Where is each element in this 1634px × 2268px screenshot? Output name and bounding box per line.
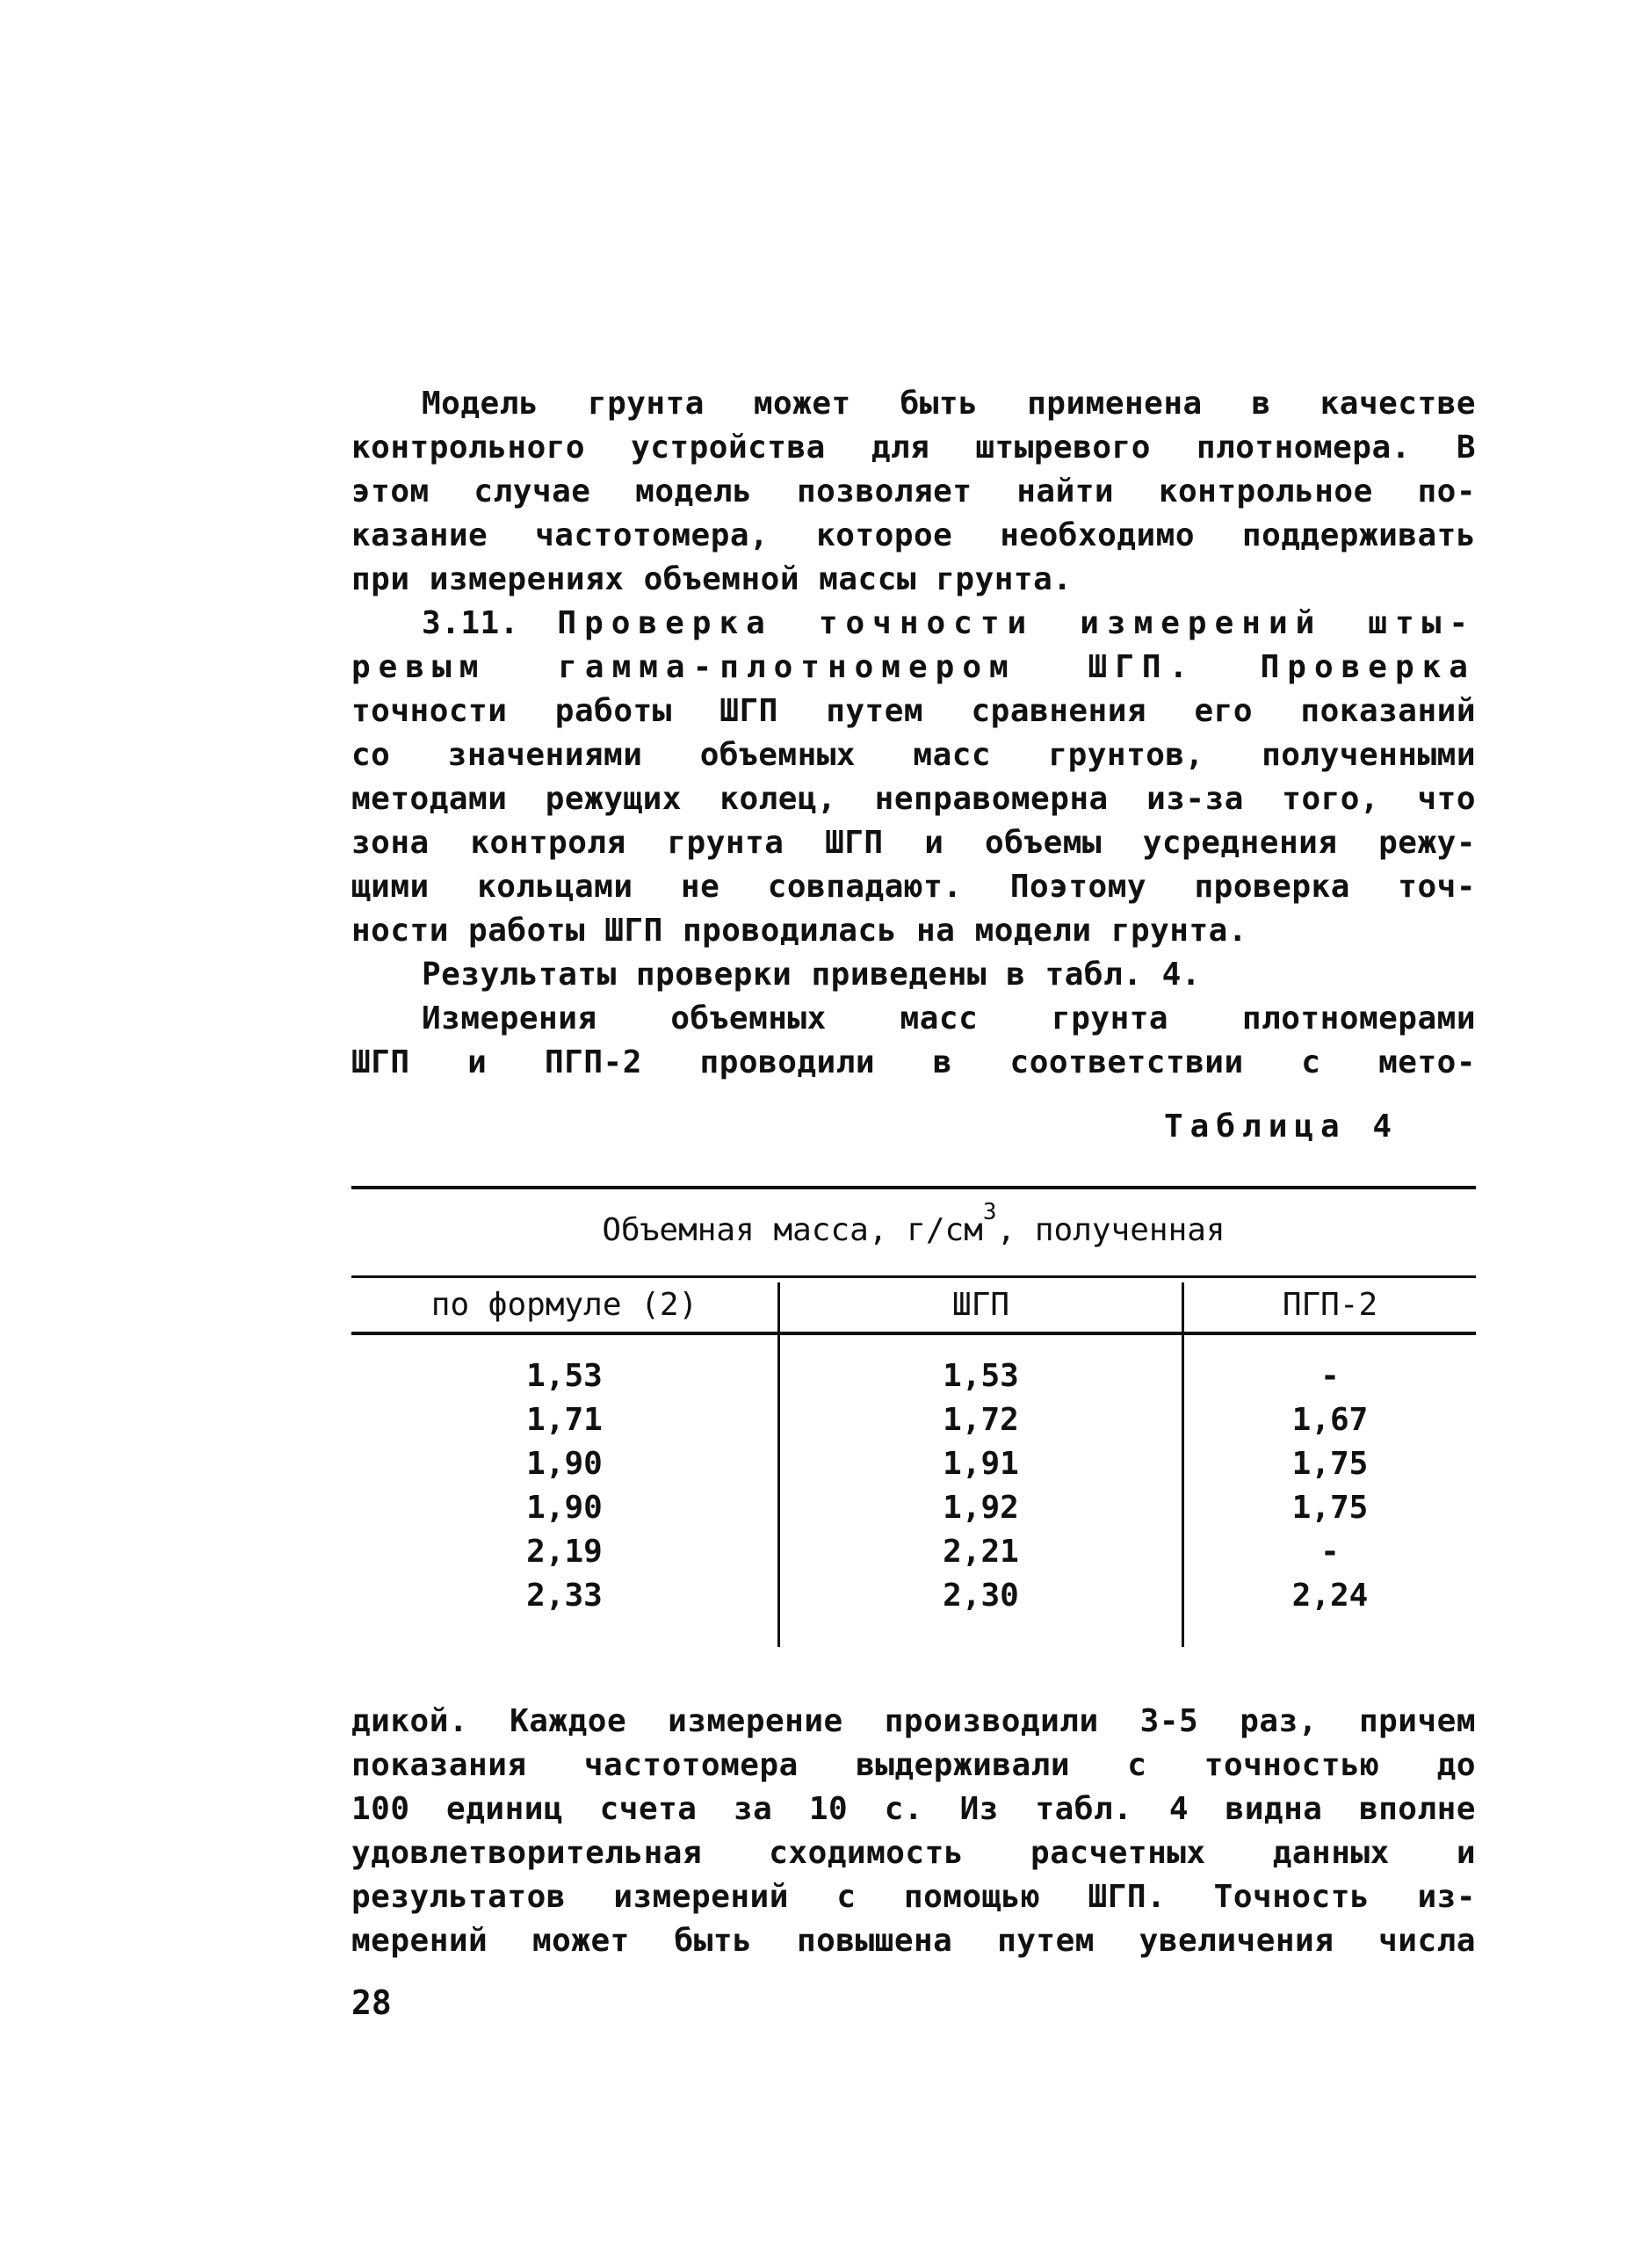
table-cell: 2,19	[526, 1534, 603, 1570]
group-header-tail: , полученная	[996, 1212, 1226, 1248]
text-line: методами режущих колец, неправомерна из-за того, что	[351, 781, 1476, 817]
text-line: ности работы ШГП проводилась на модели грунта.	[351, 913, 1247, 949]
column-pgp2-values	[1184, 1354, 1476, 1618]
section-number: 3.11.	[422, 605, 519, 641]
text-line: ШГП и ПГП-2 проводили в соответствии с мето-	[351, 1044, 1476, 1080]
column-header-formula: по формуле (2)	[430, 1287, 698, 1323]
text-line: 100 единиц счета за 10 с. Из табл. 4 видна вполне	[351, 1791, 1476, 1827]
page-number: 28	[351, 1983, 392, 2022]
table-header-rule	[351, 1275, 1476, 1278]
section-heading-continued: ревым гамма-плотномером ШГП.	[351, 649, 1197, 685]
group-header-text: Объемная масса, г/см	[602, 1212, 983, 1248]
section-heading-tail: Проверка	[1260, 649, 1476, 685]
section-3-11	[351, 602, 1476, 1085]
section-heading-line	[351, 602, 1476, 646]
table-cell: 1,67	[1291, 1402, 1369, 1438]
table-top-rule	[351, 1186, 1476, 1189]
text-line: зона контроля грунта ШГП и объемы усреднения режу-	[351, 825, 1476, 861]
table-cell: -	[1320, 1534, 1340, 1570]
table-cell: 2,24	[1291, 1578, 1369, 1614]
table-cell: 1,72	[943, 1402, 1019, 1438]
text-line: контрольного устройства для штыревого плотномера. В	[351, 430, 1476, 466]
column-header-pgp2: ПГП-2	[1282, 1287, 1378, 1323]
column-formula-values	[351, 1354, 777, 1618]
text-line: результатов измерений с помощью ШГП. Точность из-	[351, 1879, 1476, 1915]
column-header-shgp: ШГП	[951, 1287, 1010, 1323]
text-line: дикой. Каждое измерение производили 3-5 раз, причем	[351, 1703, 1476, 1739]
section-heading: Проверка точности измерений шты-	[557, 605, 1476, 641]
text-line: казание частотомера, которое необходимо поддерживать	[351, 517, 1476, 553]
text-line: удовлетворительная сходимость расчетных данных и	[351, 1835, 1476, 1871]
table-cell: 2,33	[526, 1578, 603, 1614]
column-shgp-values	[780, 1354, 1182, 1618]
table-cell: 1,53	[526, 1358, 603, 1394]
text-line: щими кольцами не совпадают. Поэтому проверка точ-	[351, 869, 1476, 905]
table-cell: 1,71	[526, 1402, 603, 1438]
table-cell: 1,75	[1291, 1490, 1369, 1526]
text-line: Модель грунта может быть применена в качестве	[422, 386, 1476, 422]
table-cell: -	[1320, 1358, 1340, 1394]
text-line: мерений может быть повышена путем увеличения числа	[351, 1923, 1476, 1959]
table-cell: 1,75	[1291, 1446, 1369, 1482]
table-group-header	[351, 1199, 1476, 1248]
text-line: при измерениях объемной массы грунта.	[351, 561, 1073, 597]
text-line: точности работы ШГП путем сравнения его показаний	[351, 693, 1476, 729]
table-cell: 2,21	[943, 1534, 1019, 1570]
text-line: со значениями объемных масс грунтов, полученными	[351, 737, 1476, 773]
paragraph-results: Результаты проверки приведены в табл. 4.	[422, 957, 1201, 993]
table-caption: Таблица 4	[1164, 1109, 1399, 1145]
table-cell: 1,53	[943, 1358, 1019, 1394]
table-cell: 1,92	[943, 1490, 1019, 1526]
paragraph-after-table	[351, 1700, 1476, 1963]
text-line: Измерения объемных масс грунта плотномерами	[422, 1000, 1476, 1036]
table-subheader-rule	[351, 1332, 1476, 1335]
table-cell: 1,91	[943, 1446, 1019, 1482]
table-cell: 1,90	[526, 1490, 603, 1526]
table-cell: 2,30	[943, 1578, 1019, 1614]
paragraph-model	[351, 382, 1476, 602]
table-cell: 1,90	[526, 1446, 603, 1482]
section-heading-line	[351, 646, 1476, 690]
group-header-superscript: 3	[982, 1199, 997, 1225]
text-line: этом случае модель позволяет найти контрольное по-	[351, 473, 1476, 509]
text-line: показания частотомера выдерживали с точностью до	[351, 1747, 1476, 1783]
